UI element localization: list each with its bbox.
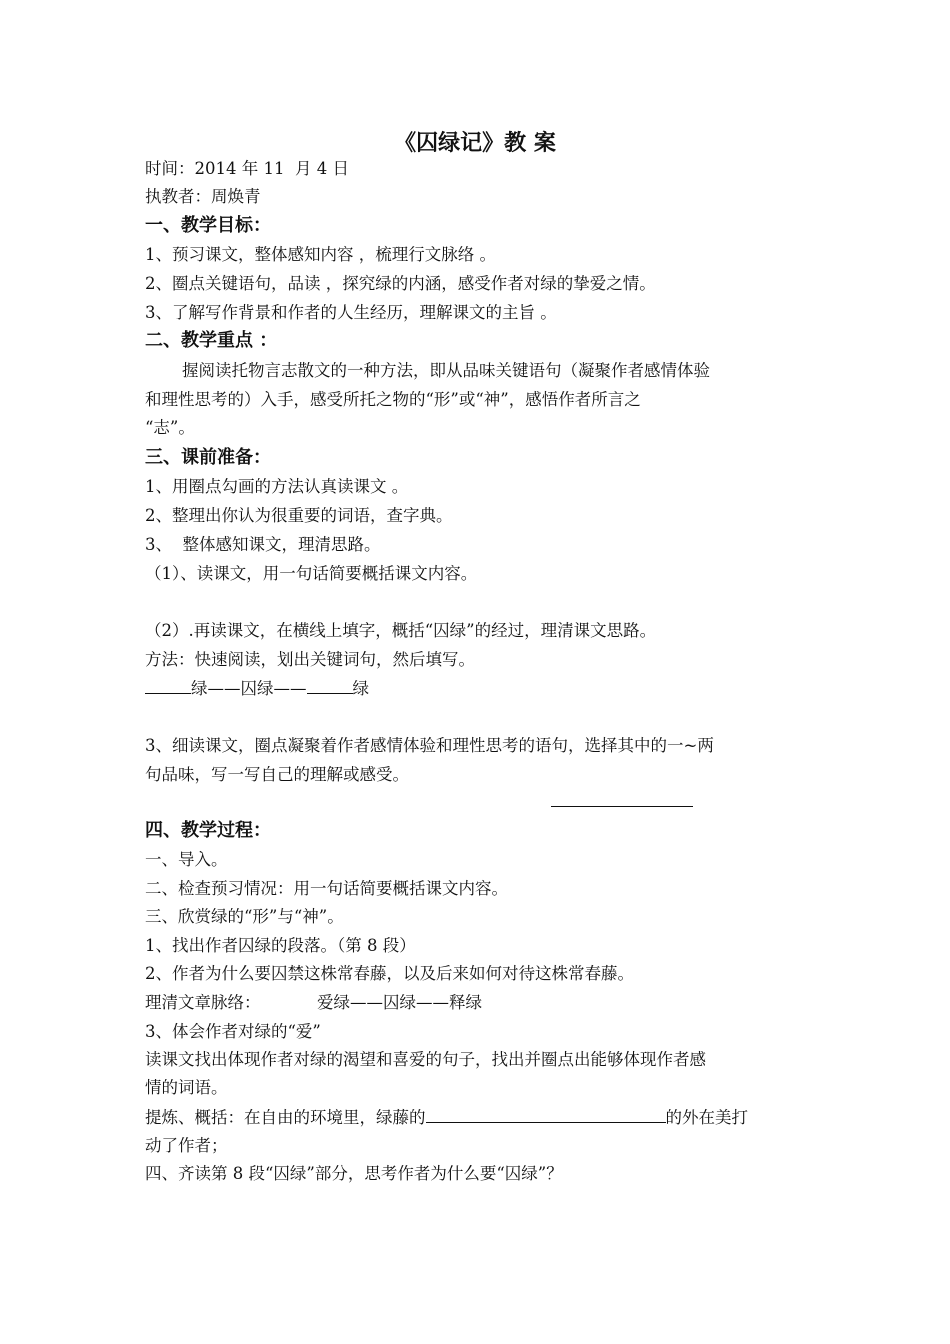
refine-line-2: 动了作者； (145, 1136, 228, 1155)
answer-line[interactable] (551, 806, 693, 807)
refine-prefix: 提炼、概括：在自由的环境里，绿藤的 (145, 1108, 426, 1127)
fill-blank[interactable] (145, 677, 191, 694)
prep-item: 2、整理出你认为很重要的词语，查字典。 (145, 506, 453, 525)
prep-method: 方法：快速阅读，划出关键词句，然后填写。 (145, 650, 475, 669)
prep-item: （1）、读课文，用一句话简要概括课文内容。 (145, 564, 478, 583)
fill-blank-line (145, 677, 369, 700)
objective-item: 3、了解写作背景和作者的人生经历，理解课文的主旨 。 (145, 303, 557, 322)
key-point-line: “志”。 (145, 418, 195, 437)
process-last: 四、齐读第 8 段“囚绿”部分，思考作者为什么要“囚绿”？ (145, 1164, 563, 1183)
prep-question-2: （2）.再读课文，在横线上填字，概括“囚绿”的经过，理清课文思路。 (145, 621, 657, 640)
fill-blank-end: 绿 (352, 679, 369, 698)
objective-item: 2、圈点关键语句，品读 ，探究绿的内涵，感受作者对绿的挚爱之情。 (145, 274, 656, 293)
fill-blank[interactable] (307, 677, 353, 694)
refine-line (145, 1106, 748, 1129)
refine-blank[interactable] (426, 1106, 666, 1123)
heading-preparation: 三、课前准备： (145, 447, 271, 468)
objective-item: 1、预习课文，整体感知内容 ，梳理行文脉络 。 (145, 245, 496, 264)
refine-suffix: 的外在美打 (665, 1108, 748, 1127)
process-read: 情的词语。 (145, 1078, 228, 1097)
vein-value: 爱绿——囚绿——释绿 (317, 993, 482, 1012)
vein-label: 理清文章脉络： (145, 993, 261, 1012)
process-item: 二、检查预习情况：用一句话简要概括课文内容。 (145, 879, 508, 898)
process-item: 1、找出作者囚绿的段落。（第 8 段） (145, 936, 416, 955)
fill-blank-middle: 绿——囚绿—— (191, 679, 307, 698)
key-point-line: 和理性思考的）入手，感受所托之物的“形”或“神”，感悟作者所言之 (145, 390, 641, 409)
process-item: 2、作者为什么要囚禁这株常春藤，以及后来如何对待这株常春藤。 (145, 964, 634, 983)
document-title: 《囚绿记》教 案 (394, 131, 556, 156)
prep-item: 3、 整体感知课文，理清思路。 (145, 535, 381, 554)
time-line: 时间：2014 年 11 月 4 日 (145, 159, 349, 178)
process-love: 3、体会作者对绿的“爱” (145, 1022, 321, 1041)
prep-question-3: 句品味，写一写自己的理解或感受。 (145, 765, 409, 784)
heading-objectives: 一、教学目标： (145, 215, 271, 236)
key-point-line: 握阅读托物言志散文的一种方法，即从品味关键语句（凝聚作者感情体验 (182, 361, 710, 380)
heading-process: 四、教学过程： (145, 820, 271, 841)
prep-question-3: 3、细读课文，圈点凝聚着作者感情体验和理性思考的语句，选择其中的一~两 (145, 736, 714, 755)
process-read: 读课文找出体现作者对绿的渴望和喜爱的句子，找出并圈点出能够体现作者感 (145, 1050, 706, 1069)
teacher-line: 执教者：周焕青 (145, 187, 261, 206)
process-item: 一、导入。 (145, 850, 228, 869)
process-item: 三、欣赏绿的“形”与“神”。 (145, 907, 344, 926)
prep-item: 1、用圈点勾画的方法认真读课文 。 (145, 477, 409, 496)
heading-key-points: 二、教学重点 ： (145, 330, 278, 351)
